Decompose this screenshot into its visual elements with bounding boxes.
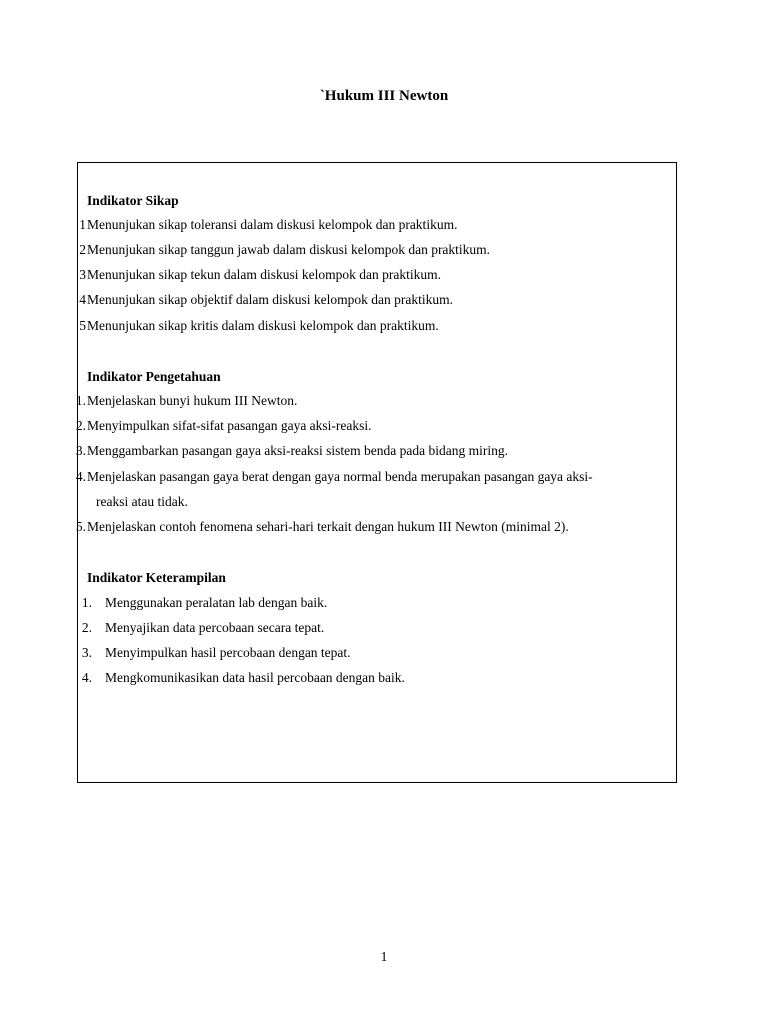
list-number: 5. [75,519,86,534]
heading-indikator-keterampilan: Indikator Keterampilan [87,570,226,585]
list-text: Menunjukan sikap tekun dalam diskusi kelompok dan praktikum. [87,267,441,282]
list-number: 5 [79,318,86,333]
list-text: Menjelaskan pasangan gaya berat dengan gaya normal benda merupakan pasangan gaya aksi- [87,469,593,484]
list-number: 3 [79,267,86,282]
list-text: Menyajikan data percobaan secara tepat. [105,620,325,635]
list-number: 1. [75,393,86,408]
heading-indikator-pengetahuan: Indikator Pengetahuan [87,369,221,384]
list-number: 1 [79,217,86,232]
list-text: Menunjukan sikap kritis dalam diskusi kelompok dan praktikum. [87,318,439,333]
list-text: Menjelaskan contoh fenomena sehari-hari terkait dengan hukum III Newton (minimal 2). [87,519,569,534]
list-text: Menyimpulkan sifat-sifat pasangan gaya aksi-reaksi. [87,418,372,433]
list-text: Menunjukan sikap objektif dalam diskusi kelompok dan praktikum. [87,292,453,307]
list-text: Menyimpulkan hasil percobaan dengan tepat. [105,645,351,660]
list-number: 3. [75,443,86,458]
list-number: 4 [79,292,86,307]
list-text: Menunjukan sikap tanggun jawab dalam diskusi kelompok dan praktikum. [87,242,491,257]
list-number: 4. [75,469,86,484]
list-text: Mengkomunikasikan data hasil percobaan dengan baik. [105,670,405,685]
page-title: `Hukum III Newton [319,88,449,104]
list-text: Menunjukan sikap toleransi dalam diskusi kelompok dan praktikum. [87,217,458,232]
list-number: 2. [75,418,86,433]
heading-indikator-sikap: Indikator Sikap [87,193,179,208]
list-text: Menggambarkan pasangan gaya aksi-reaksi sistem benda pada bidang miring. [87,443,508,458]
list-number: 2. [81,620,92,635]
list-number: 2 [79,242,86,257]
list-number: 4. [81,670,92,685]
list-number: 3. [81,645,92,660]
list-number: 1. [81,595,92,610]
list-text: Menjelaskan bunyi hukum III Newton. [87,393,298,408]
page-number: 1 [380,949,388,964]
list-text: Menggunakan peralatan lab dengan baik. [105,595,328,610]
pengetahuan-item-4-continuation: reaksi atau tidak. [96,494,188,509]
